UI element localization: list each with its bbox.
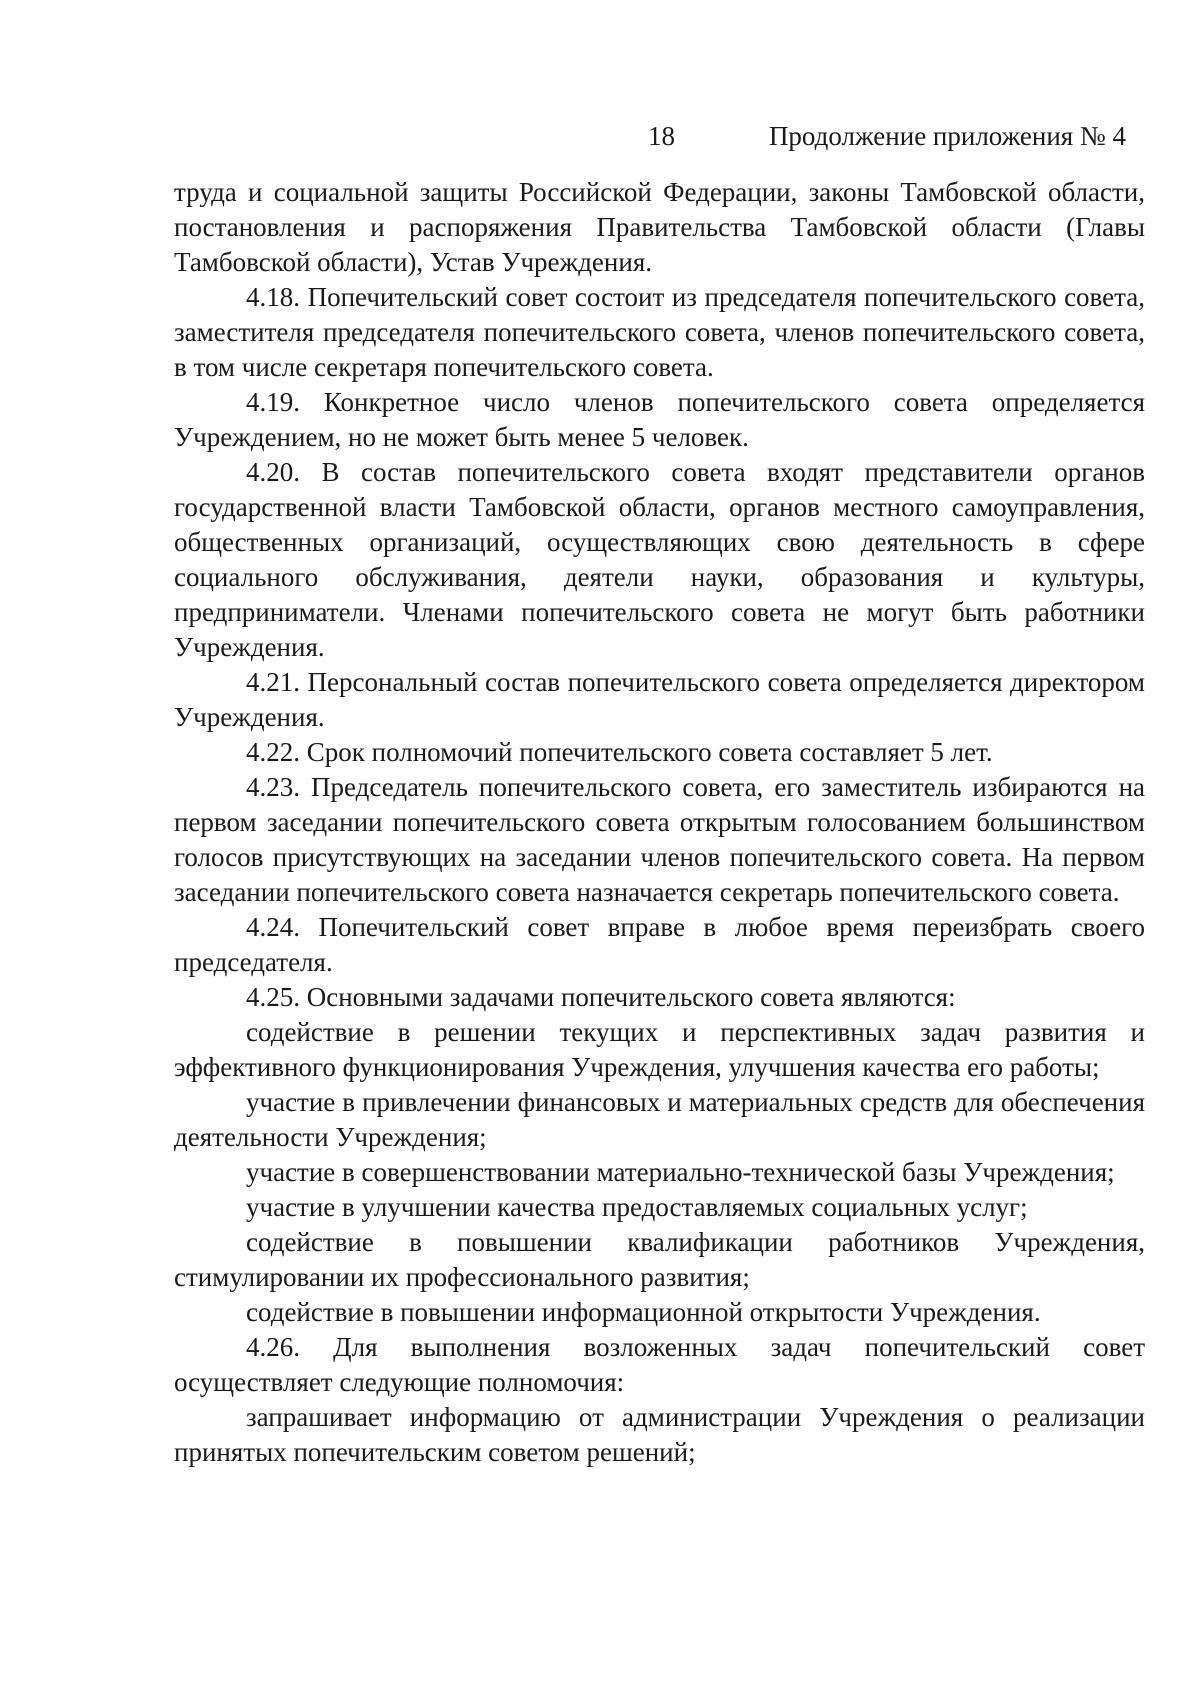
page-number: 18 xyxy=(648,121,675,151)
list-item-task: участие в совершенствовании материально-технической базы Учреждения; xyxy=(246,1157,1115,1187)
page-header xyxy=(0,116,1200,156)
paragraph-4-21: 4.21. Персональный состав попечительского совета определяется директором Учреждения. xyxy=(174,667,1145,732)
paragraph-4-25: 4.25. Основными задачами попечительского совета являются: xyxy=(246,982,956,1012)
paragraph-4-19: 4.19. Конкретное число членов попечительского совета определяется Учреждением, но не может быть менее 5 человек. xyxy=(174,387,1145,452)
paragraph-continuation: труда и социальной защиты Российской Федерации, законы Тамбовской области, постановления и распоряжения Правительства Тамбовской области (Главы Тамбовской области), Устав Учреждения. xyxy=(174,177,1145,277)
paragraph-4-20: 4.20. В состав попечительского совета входят представители органов государственной власти Тамбовской области, органов местного самоуправления, общественных организаций, осуществляющих свою деятельность в сфере социального обслуживания, деятели науки, образования и культуры, предприниматели. Членами попечительского совета не могут быть работники Учреждения. xyxy=(174,457,1145,662)
list-item-power: запрашивает информацию от администрации Учреждения о реализации принятых попечительским советом решений; xyxy=(174,1402,1145,1467)
list-item-task: содействие в повышении квалификации работников Учреждения, стимулировании их профессионального развития; xyxy=(174,1227,1145,1292)
paragraph-4-26: 4.26. Для выполнения возложенных задач попечительский совет осуществляет следующие полномочия: xyxy=(174,1332,1145,1397)
list-item-task: содействие в решении текущих и перспективных задач развития и эффективного функционирования Учреждения, улучшения качества его работы; xyxy=(174,1017,1145,1082)
document-body xyxy=(174,175,1145,1470)
paragraph-4-22: 4.22. Срок полномочий попечительского совета составляет 5 лет. xyxy=(246,737,993,767)
list-item-task: участие в улучшении качества предоставляемых социальных услуг; xyxy=(246,1192,1028,1222)
paragraph-4-18: 4.18. Попечительский совет состоит из председателя попечительского совета, заместителя председателя попечительского совета, членов попечительского совета, в том числе секретаря попечительского совета. xyxy=(174,282,1145,382)
paragraph-4-24: 4.24. Попечительский совет вправе в любое время переизбрать своего председателя. xyxy=(174,912,1145,977)
list-item-task: содействие в повышении информационной открытости Учреждения. xyxy=(246,1297,1041,1327)
header-title: Продолжение приложения № 4 xyxy=(768,121,1126,151)
paragraph-4-23: 4.23. Председатель попечительского совета, его заместитель избираются на первом заседании попечительского совета открытым голосованием большинством голосов присутствующих на заседании членов попечительского совета. На первом заседании попечительского совета назначается секретарь попечительского совета. xyxy=(174,772,1145,907)
list-item-task: участие в привлечении финансовых и материальных средств для обеспечения деятельности Учреждения; xyxy=(174,1087,1145,1152)
